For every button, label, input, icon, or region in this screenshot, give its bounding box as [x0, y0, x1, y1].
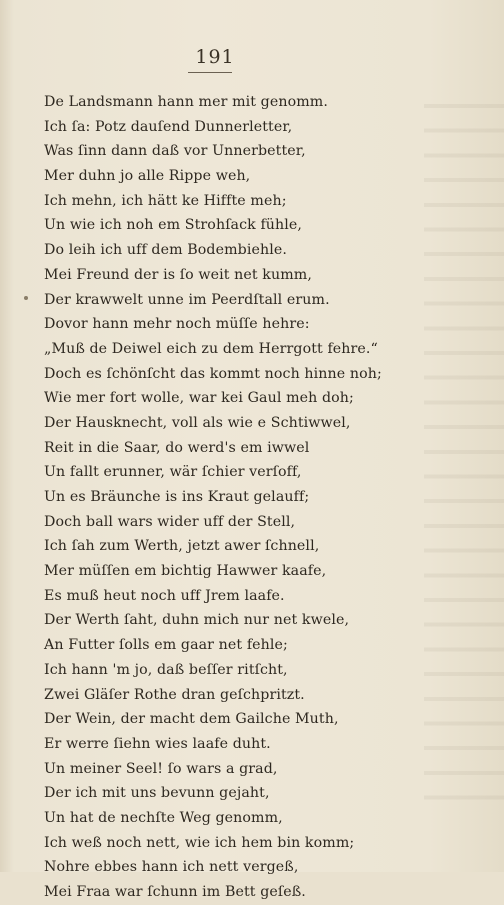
page-number: 191 [195, 46, 235, 68]
poem-line: De Landsmann hann mer mit genomm. [44, 94, 328, 110]
poem-line: An Futter ſolls em gaar net fehle; [44, 637, 288, 654]
poem-line: Mei Freund der is ſo weit net kumm, [44, 266, 312, 283]
poem-line: Mer duhn jo alle Rippe weh, [44, 168, 251, 185]
poem-text [44, 90, 484, 905]
poem-line: Er werre ſiehn wies laafe duht. [44, 735, 271, 752]
poem-line: Un hat de nechſte Weg genomm, [44, 809, 283, 826]
poem-line: Der Werth ſaht, duhn mich nur net kwele, [44, 612, 350, 629]
poem-line: Nohre ebbes hann ich nett vergeß, [44, 859, 299, 876]
poem-line: Reit in die Saar, do werd's em iwwel [44, 439, 310, 456]
poem-line: Der Hausknecht, voll als wie e Schtiwwel, [44, 414, 351, 431]
poem-line: Der ich mit uns bevunn gejaht, [44, 785, 270, 802]
poem-line: Doch ball wars wider uff der Stell, [44, 513, 296, 530]
poem-line: Der Wein, der macht dem Gailche Muth, [44, 711, 339, 728]
poem-line: Dovor hann mehr noch müſſe hehre: [44, 316, 310, 333]
poem-line: Ich weß noch nett, wie ich hem bin komm; [44, 834, 355, 851]
poem-line: Zwei Gläſer Rothe dran geſchpritzt. [44, 686, 305, 703]
poem-line: Mei Fraa war ſchunn im Bett geſeß. [44, 884, 306, 900]
poem-line: Ich hann 'm jo, daß beſſer ritſcht, [44, 661, 288, 678]
poem-line: Mer müſſen em bichtig Hawwer kaafe, [44, 563, 327, 580]
poem-line: Un meiner Seel! ſo wars a grad, [44, 760, 278, 777]
paper-speck [24, 296, 28, 300]
header-rule [188, 72, 232, 73]
poem-line: Ich ſah zum Werth, jetzt awer ſchnell, [44, 538, 320, 555]
poem-line: Ich ſa: Potz dauſend Dunnerletter, [44, 118, 293, 135]
poem-line: Der krawwelt unne im Peerdſtall erum. [44, 291, 330, 308]
poem-line: Was ſinn dann daß vor Unnerbetter, [44, 143, 306, 160]
poem-line: Wie mer fort wolle, war kei Gaul meh doh; [44, 390, 354, 407]
poem-line: Ich mehn, ich hätt ke Hiffte meh; [44, 192, 287, 209]
poem-line: „Muß de Deiwel eich zu dem Herrgott fehre.“ [44, 340, 378, 357]
poem-line: Un es Bräunche is ins Kraut gelauff; [44, 489, 310, 505]
poem-line: Un wie ich noh em Strohſack fühle, [44, 217, 303, 234]
poem-line: Do leih ich uff dem Bodembiehle. [44, 242, 287, 259]
poem-line: Doch es ſchönſcht das kommt noch hinne noh; [44, 365, 382, 382]
poem-line: Es muß heut noch uff Jrem laafe. [44, 587, 285, 604]
poem-line: Un fallt erunner, wär ſchier verſoff, [44, 464, 302, 481]
